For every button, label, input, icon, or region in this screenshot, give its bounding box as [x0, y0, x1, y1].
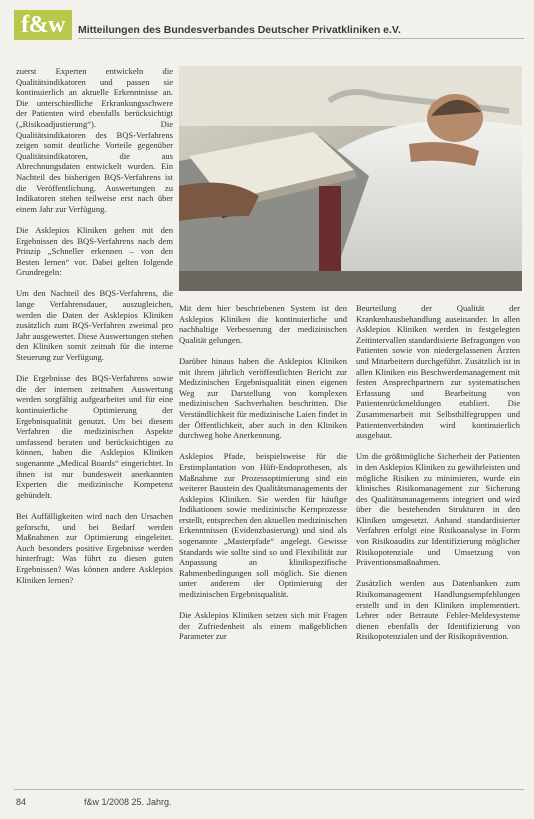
- page-number: 84: [16, 797, 27, 807]
- text-column-2: [179, 303, 347, 642]
- text-column-3: [356, 303, 520, 642]
- paragraph: Die Asklepios Kliniken gehen mit den Ergebnissen des BQS-Verfahrens nach dem Prinzip „Schneller erkennen – von den Besten lernen“ vor. Dabei gelten folgende Grundregeln:: [16, 224, 173, 278]
- footer-divider: [14, 789, 524, 790]
- page-header: [14, 10, 524, 44]
- paragraph: Um den Nachteil des BQS-Verfahrens, die lange Verfahrensdauer, auszugleichen, werden die Daten der Asklepios Kliniken zusätzlich zum BQS-Verfahren zweimal pro Jahr ausgewertet. Diese Auswertungen stehen den Kliniken somit zeitnah für die interne Steuerung zur Verfügung.: [16, 288, 173, 363]
- paragraph: Asklepios Pfade, beispielsweise für die Erstimplantation von Hüft-Endoprothesen, als Maßnahme zur Prozessoptimierung sind ein weiterer Baustein des Qualitätsmanagements der Asklepios Kliniken. Sie werden für häufige Indikationen sowie medizinische Kernprozesse erstellt, entsprechen den aktuellen medizinischen Erkenntnissen (Evidenzbasierung) und sind als sogenannte „Masterpfade“ angelegt. Gewisse Standards wie sollte sind so und Flexibilität zur Anpassung an klinikspezifische Rahmenbedingungen soll möglich. Sie dienen unter anderem der Optimierung der medizinischen Ergebnisqualität.: [179, 451, 347, 600]
- paragraph: Mit dem hier beschriebenen System ist den Asklepios Kliniken die kontinuierliche und nachhaltige Verbesserung der medizinischen Qualität gelungen.: [179, 303, 347, 345]
- paragraph: Um die größtmögliche Sicherheit der Patienten in den Asklepios Kliniken zu gewährleisten und mögliche Risiken zu minimieren, wurde ein klinisches Risikomanagement zur Sicherung des Qualitätsmanagements integriert und wird über die bestehenden Strukturen in den Kliniken umgesetzt. Anhand standardisierter Verfahren erfolgt eine Risikoanalyse in Form von Risikoaudits zur Identifizierung möglicher Risikopotenziale und Umsetzung von Präventionsmaßnahmen.: [356, 451, 520, 568]
- issue-label: f&w 1/2008 25. Jahrg.: [84, 797, 172, 807]
- paragraph: Darüber hinaus haben die Asklepios Kliniken mit ihrem jährlich veröffentlichten Bericht zur Medizinischen Ergebnisqualität einen eigenen Weg zur Darstellung von komplexen medizinischen Sachverhalten beschritten. Die Verständlichkeit für medizinische Laien findet in der Öffentlichkeit, aber auch in den Kliniken durchweg hohe Anerkennung.: [179, 355, 347, 441]
- paragraph: Die Asklepios Kliniken setzen sich mit Fragen der Zufriedenheit als einem maßgeblichen Parameter zur: [179, 610, 347, 642]
- paragraph: zuerst Experten entwickeln die Qualitätsindikatoren und passen sie kontinuierlich an aktuelle Erkenntnisse an. Die unterschiedliche Erkrankungsschwere der Patienten wird ebenfalls berücksichtigt („Risikoadjustierung“). Die Qualitätsindikatoren des BQS-Verfahrens zeigen somit deutliche Vorteile gegenüber Qualitätsindikatoren, die aus Abrechnungsdaten entwickelt wurden. Ein Nachteil des bisherigen BQS-Verfahrens ist die Veröffentlichung. Auswertungen zu Indikatoren stehen teilweise erst nach über einem Jahr zur Verfügung.: [16, 66, 173, 214]
- header-divider: [78, 38, 524, 39]
- paragraph: Die Ergebnisse des BQS-Verfahrens sowie die der internen zeitnahen Auswertung werden sorgfältig aufgearbeitet und für eine kontinuierliche Optimierung der Ergebnisqualität genutzt. Um bei diesem Verfahren die medizinischen Aspekte umfassend beraten und berücksichtigen zu können, haben die Asklepios Kliniken sogenannte „Medical Boards“ eingerichtet. In ihnen ist nur bundesweit anerkannten Experten die medizinische Kompetenz gebündelt.: [16, 373, 173, 500]
- photo-icon: [179, 66, 522, 291]
- patient-photo: [179, 66, 522, 291]
- paragraph: Bei Auffälligkeiten wird nach den Ursachen geforscht, und bei Bedarf werden Maßnahmen zur Optimierung eingeleitet. Auch besonders positive Ergebnisse werden hinterfragt: Was führt zu diesen guten Ergebnissen? Was können andere Asklepios Kliniken lernen?: [16, 510, 173, 585]
- paragraph: Beurteilung der Qualität der Krankenhausbehandlung auseinander. In allen Asklepios Kliniken werden in festgelegten Zeitintervallen standardisierte Befragungen von Patienten sowie von niedergelassenen Ärzten und Mitarbeitern durchgeführt. Zusätzlich ist in allen Kliniken ein Beschwerdemanagement mit festen Ansprechpartnern zur systematischen Erfassung und Bearbeitung von Patientenrückmeldungen etabliert. Die Zusammenarbeit mit Selbsthilfegruppen und Patientenverbänden wird kontinuierlich ausgebaut.: [356, 303, 520, 441]
- paragraph: Zusätzlich werden aus Datenbanken zum Risikomanagement Handlungsempfehlungen erstellt und in den Kliniken implementiert. Lehrer oder Betraute Fehler-Meldesysteme dienen ebenfalls der Identifizierung von Risikopotenzialen und der Risikoprävention.: [356, 578, 520, 642]
- header-title: Mitteilungen des Bundesverbandes Deutscher Privatkliniken e.V.: [78, 24, 401, 36]
- fw-logo: f&w: [14, 10, 72, 40]
- text-column-1: [16, 66, 173, 585]
